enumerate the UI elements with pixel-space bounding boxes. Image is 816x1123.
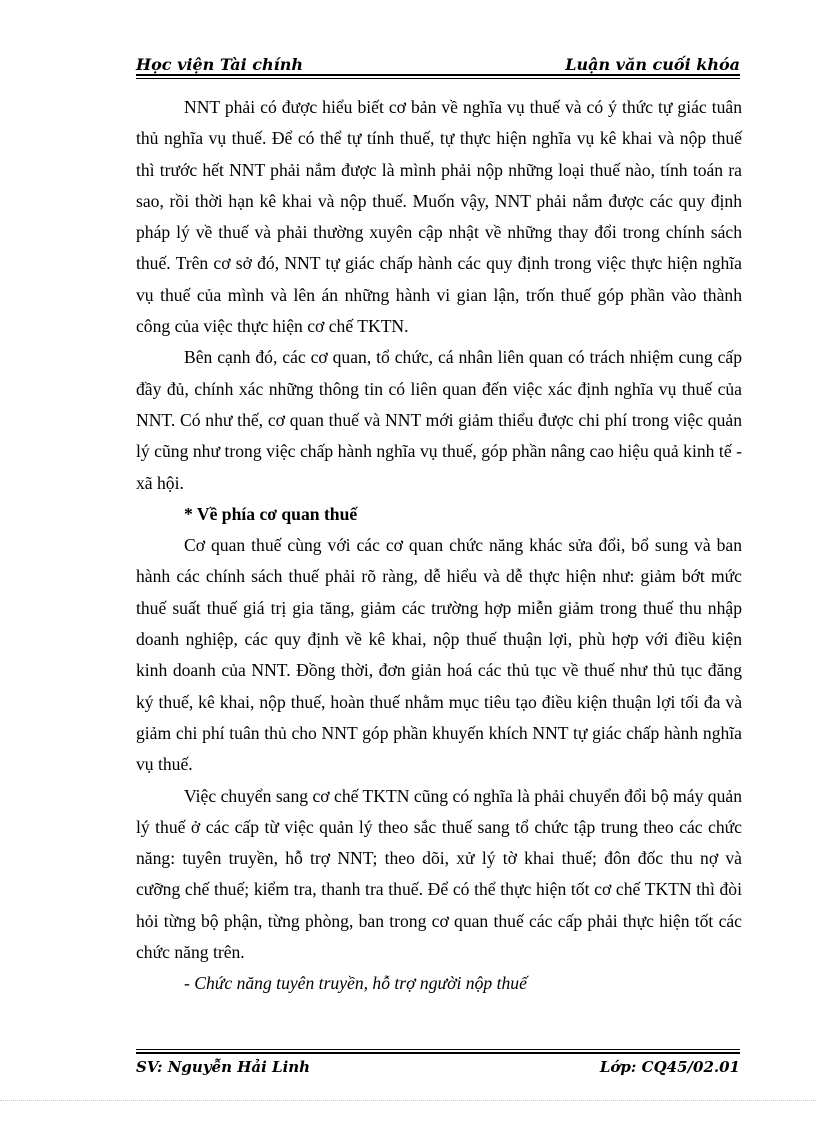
paragraph-2: Bên cạnh đó, các cơ quan, tổ chức, cá nhân liên quan có trách nhiệm cung cấp đầy đủ, chính xác những thông tin có liên quan đến việc xác định nghĩa vụ thuế của NNT. Có như thế, cơ quan thuế và NNT mới giảm thiểu được chi phí trong việc quản lý cũng như trong việc chấp hành nghĩa vụ thuế, góp phần nâng cao hiệu quả kinh tế - xã hội.	[136, 347, 742, 493]
section-heading: * Về phía cơ quan thuế	[184, 503, 358, 524]
header-rule	[136, 74, 740, 76]
page-edge-divider	[0, 1100, 816, 1101]
header-institution: Học viện Tài chính	[136, 55, 303, 74]
paragraph-4: Việc chuyển sang cơ chế TKTN cũng có nghĩa là phải chuyển đổi bộ máy quản lý thuế ở các cấp từ việc quản lý theo sắc thuế sang tổ chức tập trung theo các chức năng: tuyên truyền, hỗ trợ NNT; theo dõi, xử lý tờ khai thuế; đôn đốc thu nợ và cưỡng chế thuế; kiểm tra, thanh tra thuế. Để có thể thực hiện tốt cơ chế TKTN thì đòi hỏi từng bộ phận, từng phòng, ban trong cơ quan thuế các cấp phải thực hiện tốt các chức năng trên.	[136, 785, 742, 963]
sub-heading: - Chức năng tuyên truyền, hỗ trợ người nộp thuế	[184, 973, 527, 994]
header-rule-thin	[136, 78, 740, 79]
body-text	[136, 92, 742, 1000]
paragraph-3: Cơ quan thuế cùng với các cơ quan chức năng khác sửa đổi, bổ sung và ban hành các chính sách thuế phải rõ ràng, dễ hiểu và dễ thực hiện như: giảm bớt mức thuế suất thuế giá trị gia tăng, giảm các trường hợp miễn giảm trong thuế thu nhập doanh nghiệp, các quy định về kê khai, nộp thuế thuận lợi, phù hợp với điều kiện kinh doanh của NNT. Đồng thời, đơn giản hoá các thủ tục về thuế như thủ tục đăng ký thuế, kê khai, nộp thuế, hoàn thuế nhằm mục tiêu tạo điều kiện thuận lợi tối đa và giảm chi phí tuân thủ cho NNT góp phần khuyến khích NNT tự giác chấp hành nghĩa vụ thuế.	[136, 535, 742, 775]
paragraph-1: NNT phải có được hiểu biết cơ bản về nghĩa vụ thuế và có ý thức tự giác tuân thủ nghĩa vụ thuế. Để có thể tự tính thuế, tự thực hiện nghĩa vụ kê khai và nộp thuế thì trước hết NNT phải nắm được là mình phải nộp những loại thuế nào, tính toán ra sao, rồi thời hạn kê khai và nộp thuế. Muốn vậy, NNT phải nắm được các quy định pháp lý về thuế và phải thường xuyên cập nhật về những thay đổi trong chính sách thuế. Trên cơ sở đó, NNT tự giác chấp hành các quy định trong việc thực hiện nghĩa vụ thuế của mình và lên án những hành vi gian lận, trốn thuế góp phần vào thành công của việc thực hiện cơ chế TKTN.	[136, 97, 742, 337]
footer-rule-thin	[136, 1049, 740, 1050]
page-header	[136, 48, 740, 74]
header-document-type: Luận văn cuối khóa	[565, 55, 740, 74]
page-footer	[136, 1054, 740, 1080]
footer-student: SV: Nguyễn Hải Linh	[136, 1058, 311, 1076]
footer-class: Lớp: CQ45/02.01	[599, 1058, 740, 1076]
